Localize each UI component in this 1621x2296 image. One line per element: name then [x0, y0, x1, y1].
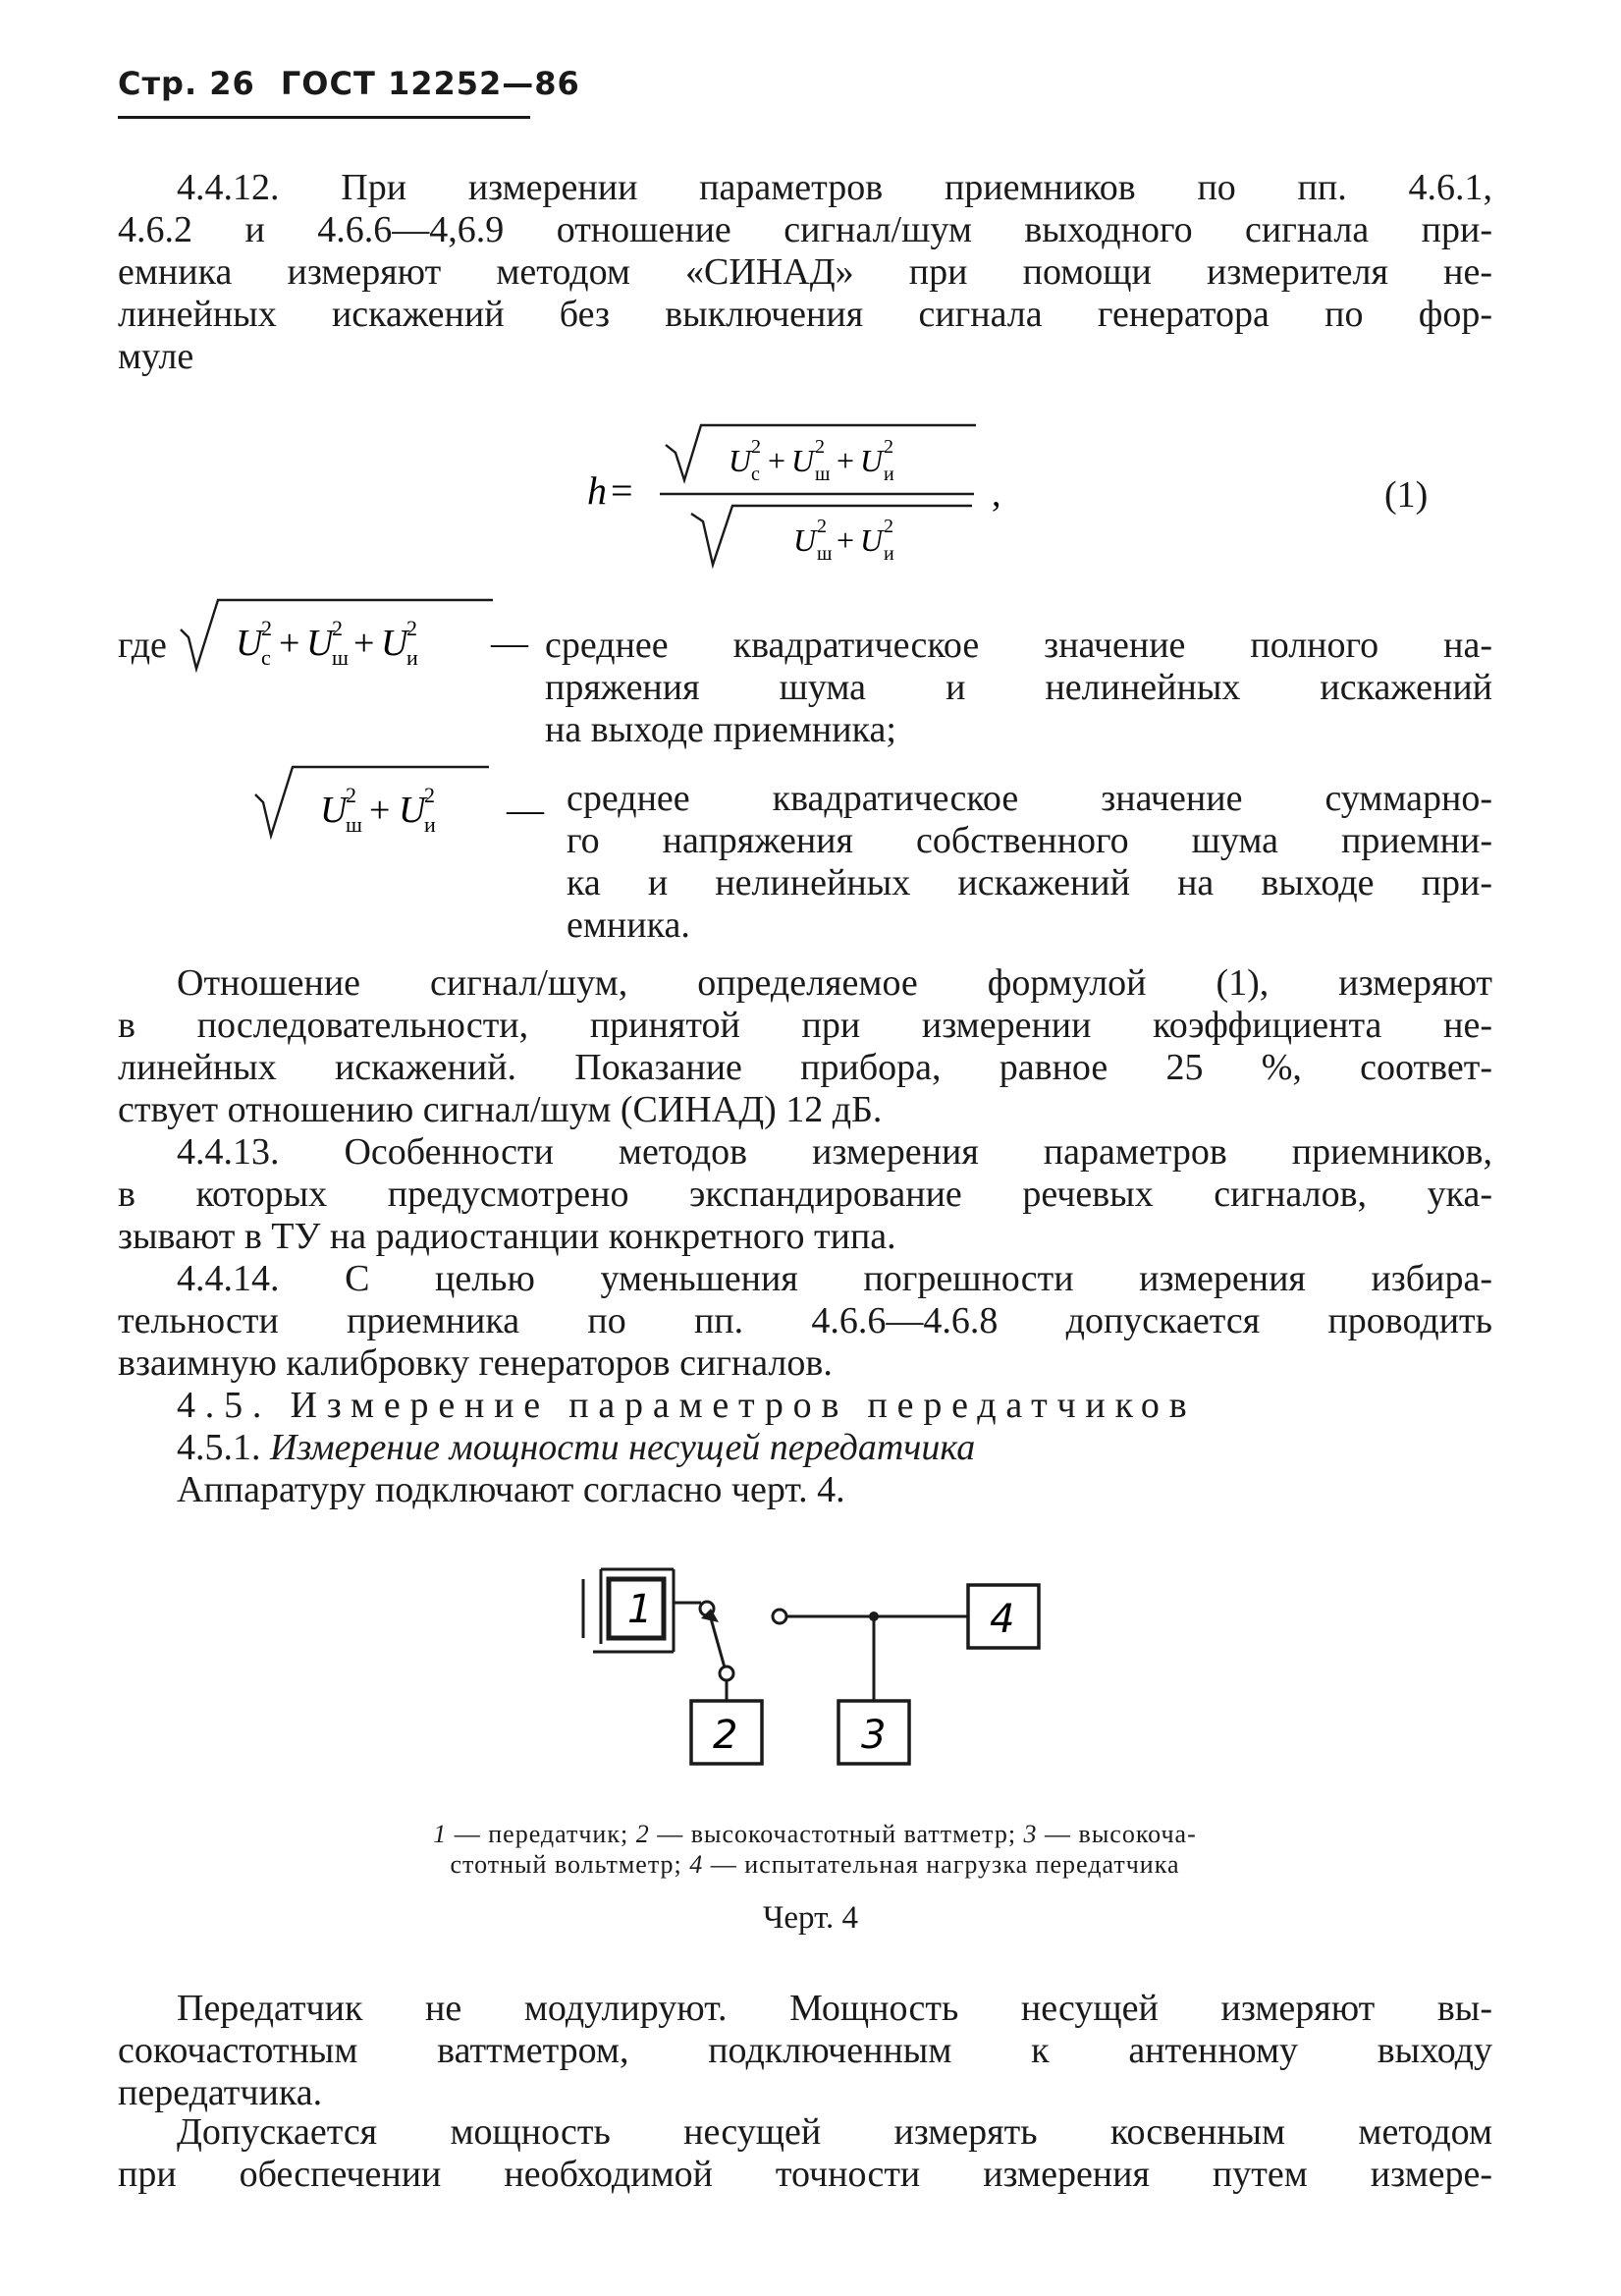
superscript: 2	[751, 436, 761, 458]
block-1-transmitter	[583, 1569, 674, 1652]
text-line: го напряжения собственного шума приемни-	[567, 820, 1492, 861]
term: U	[236, 623, 263, 664]
paragraph-4-4-12	[118, 167, 1492, 378]
caption-line	[314, 1849, 1316, 1880]
dash: —	[507, 790, 544, 831]
text-line: 4.4.12. При измерении параметров приемников по пп. 4.6.1,	[177, 167, 1492, 208]
paragraph-4-4-14	[118, 1258, 1492, 1385]
operator: +	[369, 790, 391, 831]
dash: —	[491, 623, 528, 664]
subscript: ш	[817, 543, 833, 565]
subscript: и	[884, 464, 894, 485]
formula-comma: ,	[992, 473, 1001, 515]
text-line: при обеспечении необходимой точности измерения путем измере-	[118, 2154, 1492, 2195]
caption-text: — высокоча-	[1037, 1820, 1197, 1848]
superscript: 2	[884, 436, 893, 458]
caption-text: стотный вольтметр;	[450, 1850, 690, 1879]
text-line: 4.4.14. С целью уменьшения погрешности измерения избира-	[177, 1258, 1492, 1299]
operator: +	[837, 522, 855, 558]
paragraph-indirect	[118, 2111, 1492, 2196]
text-line: взаимную калибровку генераторов сигналов.	[118, 1342, 833, 1384]
block-4-load	[968, 1585, 1039, 1648]
section-heading: 4.5. Измерение параметров передатчиков	[177, 1385, 1197, 1426]
where-word: где	[118, 625, 167, 666]
standard-designation: ГОСТ 12252—86	[280, 65, 580, 102]
block-diagram	[579, 1561, 1051, 1797]
text-line: линейных искажений без выключения сигнала генератора по фор-	[118, 294, 1492, 335]
superscript: 2	[815, 436, 825, 458]
definition-1-text	[545, 625, 1492, 751]
caption-number: 3	[1023, 1820, 1038, 1848]
superscript: 2	[817, 516, 827, 537]
term: U	[399, 790, 426, 831]
subscript: и	[406, 645, 418, 670]
caption-number: 4	[689, 1850, 704, 1879]
caption-text: — высокочастотный ваттметр;	[649, 1820, 1024, 1848]
subsection-number: 4.5.1.	[177, 1427, 261, 1468]
superscript: 2	[406, 616, 417, 640]
paragraph-ratio	[118, 962, 1492, 1131]
definition-2-expression	[253, 761, 548, 840]
block-label: 4	[990, 1597, 1015, 1642]
caption-text: — испытательная нагрузка передатчика	[703, 1850, 1180, 1879]
superscript: 2	[332, 616, 343, 640]
subsection-heading	[118, 1427, 1492, 1469]
formula-lhs: h	[587, 468, 607, 513]
output-terminal	[773, 1610, 786, 1623]
text-line: в которых предусмотрено экспандирование речевых сигналов, ука-	[118, 1174, 1492, 1215]
text-line: линейных искажений. Показание прибора, равное 25 %, соответ-	[118, 1047, 1492, 1088]
text-line: ствует отношению сигнал/шум (СИНАД) 12 дБ.	[118, 1089, 883, 1130]
block-label: 3	[861, 1713, 887, 1758]
text-line: среднее квадратическое значение суммарно-	[567, 778, 1492, 819]
formula-1	[579, 417, 1070, 574]
text-line: на выходе приемника;	[545, 709, 896, 750]
text-line: муле	[118, 336, 194, 377]
text-line: Передатчик не модулируют. Мощность несущей измеряют вы-	[177, 1988, 1492, 2029]
term: U	[320, 790, 348, 831]
term: U	[793, 522, 817, 558]
subscript: ш	[332, 645, 349, 670]
text-line: ка и нелинейных искажений на выходе при-	[567, 862, 1492, 903]
formula-equals: =	[611, 468, 633, 513]
text-line: Допускается мощность несущей измерять косвенным методом	[177, 2111, 1492, 2153]
text-line: передатчика.	[118, 2072, 323, 2113]
caption-number: 2	[635, 1820, 650, 1848]
block-label: 2	[713, 1713, 738, 1758]
text-line: 4.4.13. Особенности методов измерения параметров приемников,	[177, 1131, 1492, 1173]
equation-number: (1)	[1384, 474, 1429, 516]
text-line: Отношение сигнал/шум, определяемое формулой (1), измеряют	[177, 962, 1492, 1004]
operator: +	[353, 623, 375, 664]
text-line: пряжения шума и нелинейных искажений	[545, 667, 1492, 708]
subscript: и	[884, 543, 894, 565]
operator: +	[279, 623, 300, 664]
text-line: тельности приемника по пп. 4.6.6—4.6.8 допускается проводить	[118, 1300, 1492, 1341]
subscript: ш	[346, 812, 362, 837]
running-header	[118, 65, 580, 102]
text-line: 4.6.2 и 4.6.6—4,6.9 отношение сигнал/шум выходного сигнала при-	[118, 209, 1492, 250]
definition-2-text	[567, 778, 1492, 947]
subscript: и	[424, 812, 436, 837]
switch-contact	[720, 1667, 733, 1680]
caption-text: — передатчик;	[447, 1820, 636, 1848]
figure-number: Черт. 4	[762, 1900, 859, 1936]
paragraph-transmitter	[118, 1988, 1492, 2114]
paragraph-4-4-13	[118, 1131, 1492, 1258]
term: U	[860, 443, 884, 478]
text-line: среднее квадратическое значение полного на-	[545, 625, 1492, 666]
block-3-voltmeter	[838, 1701, 909, 1764]
superscript: 2	[346, 783, 356, 807]
term: U	[306, 623, 334, 664]
superscript: 2	[884, 516, 893, 537]
text-line: емника.	[567, 904, 690, 946]
operator: +	[768, 443, 786, 478]
superscript: 2	[424, 783, 435, 807]
subsection-title: Измерение мощности несущей передатчика	[270, 1427, 976, 1468]
term: U	[381, 623, 408, 664]
block-2-wattmeter	[691, 1701, 762, 1764]
page-number: Стр. 26	[118, 65, 255, 102]
block-label: 1	[627, 1587, 653, 1632]
text-line: емника измеряют методом «СИНАД» при помощи измерителя не-	[118, 251, 1492, 293]
header-rule	[118, 116, 530, 119]
section-4-5	[118, 1385, 1492, 1511]
term: U	[729, 443, 752, 478]
definition-1-expression	[179, 594, 542, 673]
subscript: с	[751, 464, 760, 485]
term: U	[860, 522, 884, 558]
caption-line	[314, 1819, 1316, 1849]
subscript: с	[261, 645, 271, 670]
term: U	[791, 443, 815, 478]
figure-caption	[314, 1819, 1316, 1880]
text-line: сокочастотным ваттметром, подключенным к антенному выходу	[118, 2030, 1492, 2071]
superscript: 2	[261, 616, 272, 640]
subscript: ш	[815, 464, 831, 485]
text-line: зывают в ТУ на радиостанции конкретного типа.	[118, 1216, 896, 1257]
text-line: в последовательности, принятой при измерении коэффициента не-	[118, 1005, 1492, 1046]
caption-number: 1	[433, 1820, 448, 1848]
operator: +	[837, 443, 855, 478]
text-line: Аппаратуру подключают согласно черт. 4.	[177, 1469, 845, 1510]
switch-arm	[711, 1618, 725, 1667]
